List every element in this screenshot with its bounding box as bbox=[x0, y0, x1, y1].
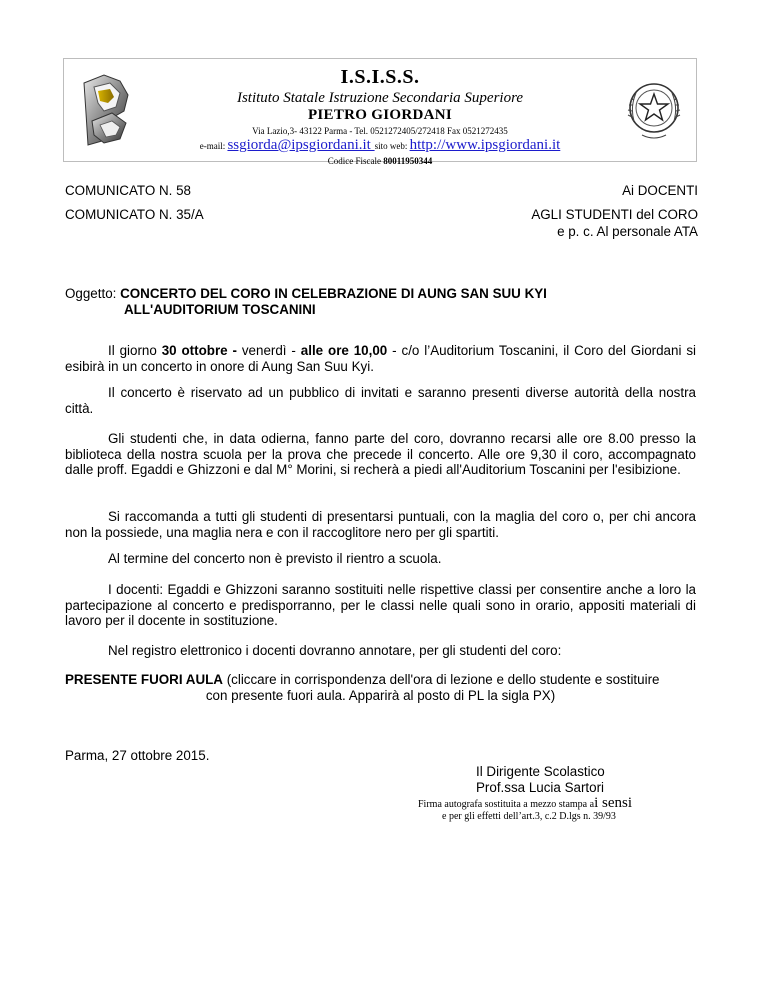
school-logo-icon bbox=[80, 73, 132, 147]
signature-note-law: e per gli effetti dell’art.3, c.2 D.lgs n. 39/93 bbox=[442, 811, 616, 822]
recipient-staff: e p. c. Al personale ATA bbox=[557, 224, 698, 239]
paragraph-substitutes: I docenti: Egaddi e Ghizzoni saranno sostituiti nelle rispettive classi per consentire anche a loro la partecipazione al concerto e predisporranno, per le classi nelle quali sono in orario, appositi materiali di lavoro per il docente in sostituzione. bbox=[65, 582, 696, 628]
fiscal-code bbox=[154, 156, 606, 166]
school-subtitle: Istituto Statale Istruzione Secondaria Superiore bbox=[236, 90, 524, 106]
school-contacts bbox=[154, 137, 606, 154]
republic-emblem-icon bbox=[622, 77, 686, 143]
letterhead-text bbox=[154, 59, 606, 166]
signature-note: Firma autografa sostituita a mezzo stampa ai sensi bbox=[418, 795, 632, 811]
paragraph-no-return: Al termine del concerto non è previsto il rientro a scuola. bbox=[108, 551, 442, 566]
subject-label: Oggetto: bbox=[65, 286, 121, 301]
school-address: Via Lazio,3- 43122 Parma - Tel. 0521272405/272418 Fax 0521272435 bbox=[252, 126, 508, 136]
paragraph-dress-code: Si raccomanda a tutti gli studenti di presentarsi puntuali, con la maglia del coro o, per chi ancora non la possiede, una maglia nera e con il raccoglitore nero per gli spartiti. bbox=[65, 509, 696, 540]
paragraph-instructions-line-2: con presente fuori aula. Apparirà al posto di PL la sigla PX) bbox=[205, 688, 556, 703]
signatory-name: Prof.ssa Lucia Sartori bbox=[476, 780, 605, 795]
fiscal-code-value: 80011950344 bbox=[383, 156, 433, 166]
email-link[interactable]: ssgiorda@ipsgiordani.it bbox=[227, 137, 375, 153]
email-label: e-mail: bbox=[199, 141, 226, 151]
site-label: sito web: bbox=[374, 141, 408, 151]
paragraph-concert-date: Il giorno 30 ottobre - venerdì - alle ore 10,00 - c/o l’Auditorium Toscanini, il Coro del Giordani si esibirà in un concerto in onore di Aung San Suu Kyi. bbox=[65, 343, 696, 374]
recipient-students: AGLI STUDENTI del CORO bbox=[531, 207, 698, 222]
letterhead bbox=[63, 58, 697, 166]
school-name: PIETRO GIORDANI bbox=[307, 107, 453, 123]
recipient-teachers: Ai DOCENTI bbox=[622, 183, 698, 198]
place-date: Parma, 27 ottobre 2015. bbox=[65, 748, 210, 763]
comunicato-number-a: COMUNICATO N. 35/A bbox=[65, 207, 204, 222]
subject-line-1: CONCERTO DEL CORO IN CELEBRAZIONE DI AUNG SAN SUU KYI bbox=[120, 286, 547, 301]
comunicato-number: COMUNICATO N. 58 bbox=[65, 183, 191, 198]
school-acronym: I.S.I.S.S. bbox=[340, 66, 420, 88]
paragraph-audience: Il concerto è riservato ad un pubblico di invitati e saranno presenti diverse autorità della nostra città. bbox=[65, 385, 696, 416]
presente-fuori-aula: PRESENTE FUORI AULA bbox=[65, 672, 223, 687]
subject bbox=[65, 286, 547, 301]
paragraph-register: Nel registro elettronico i docenti dovranno annotare, per gli studenti del coro: bbox=[108, 643, 562, 658]
website-link[interactable]: http://www.ipsgiordani.it bbox=[409, 137, 561, 153]
subject-line-2: ALL'AUDITORIUM TOSCANINI bbox=[124, 302, 316, 317]
paragraph-rehearsal: Gli studenti che, in data odierna, fanno parte del coro, dovranno recarsi alle ore 8.00 presso la biblioteca della nostra scuola per la prova che precede il concerto. Alle ore 9,30 il coro, accompagnato dalle proff. Egaddi e Ghizzoni e dal M° Morini, si recherà a piedi all'Auditorium Toscanini per l'esibizione. bbox=[65, 431, 696, 477]
signatory-role: Il Dirigente Scolastico bbox=[476, 764, 605, 779]
paragraph-instructions: PRESENTE FUORI AULA (cliccare in corrispondenza dell'ora di lezione e dello studente e sostituire bbox=[65, 672, 660, 687]
fiscal-code-label: Codice Fiscale bbox=[327, 156, 381, 166]
